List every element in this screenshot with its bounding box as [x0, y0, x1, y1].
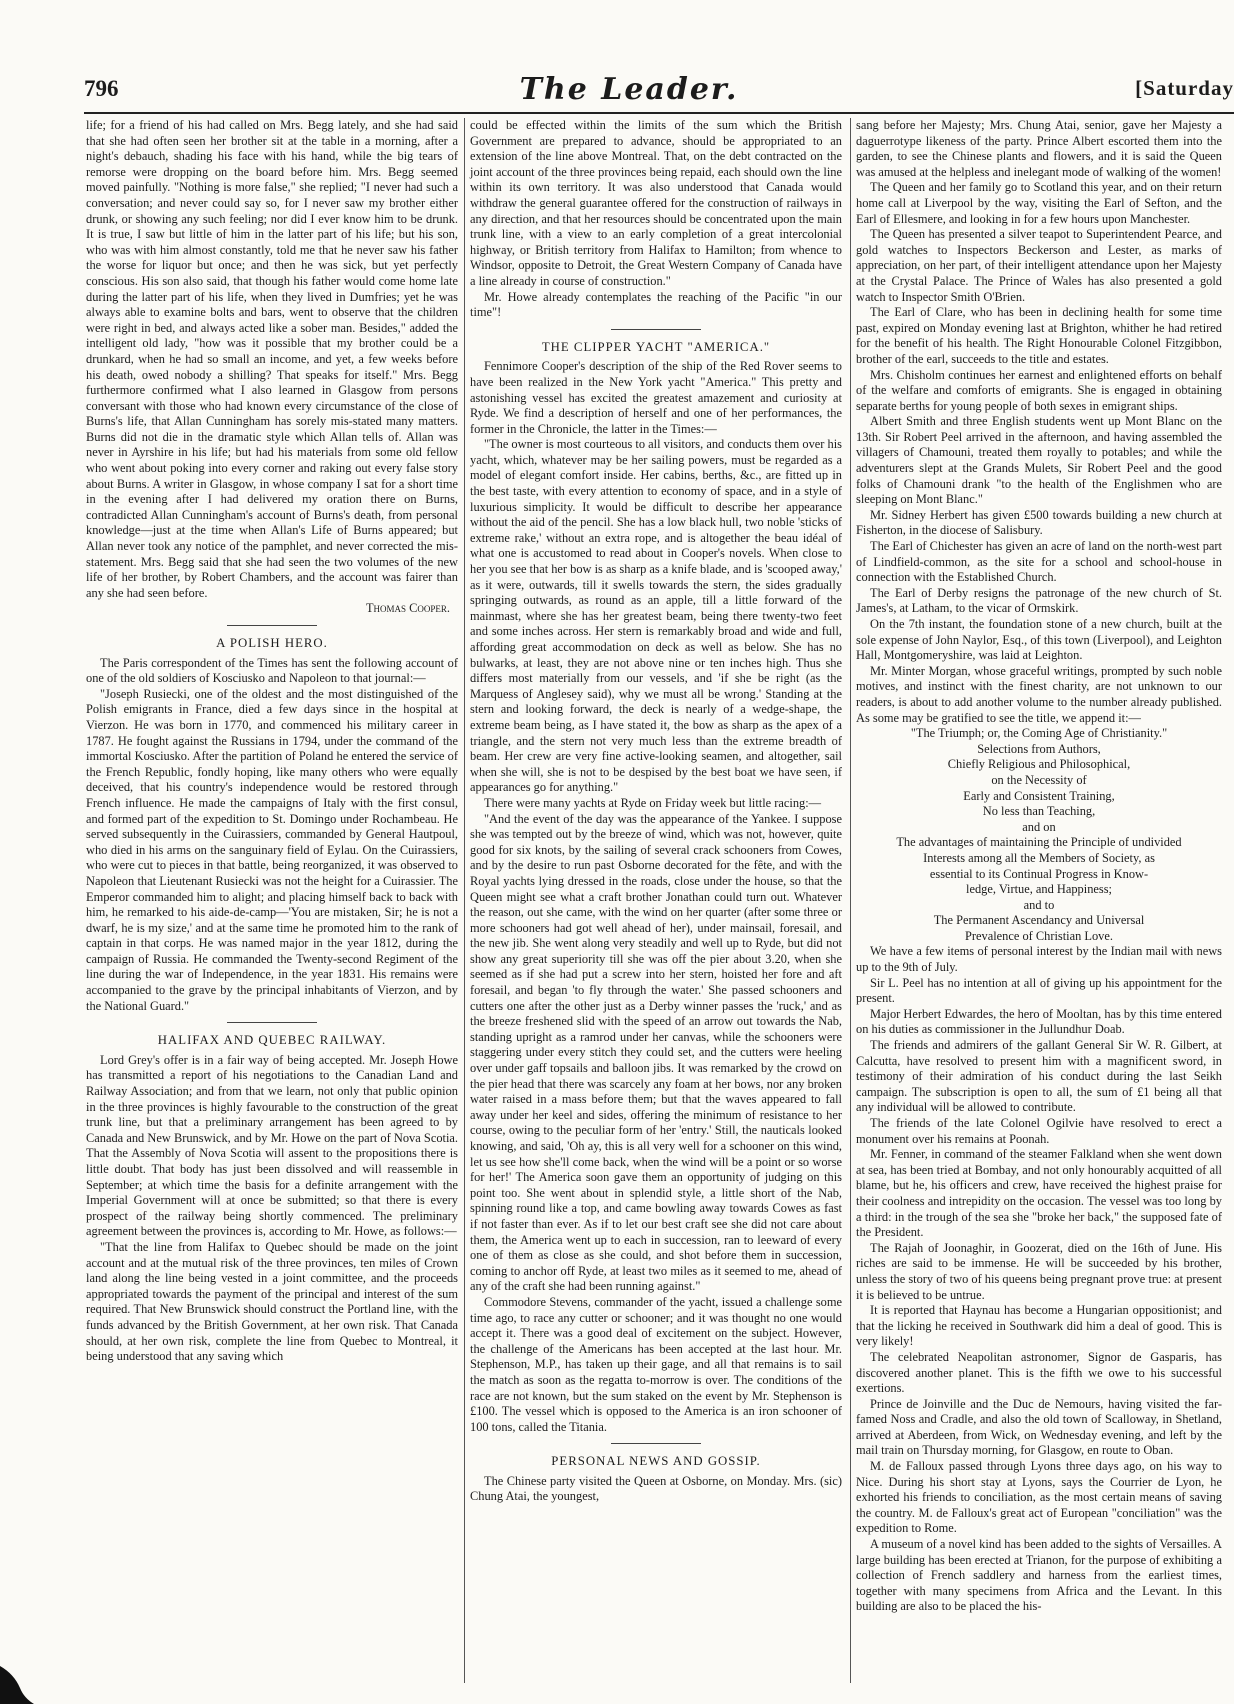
paragraph: Mr. Sidney Herbert has given £500 towards building a new church at Fisherton, in the diocese of Salisbury. [856, 507, 1222, 538]
paragraph: life; for a friend of his had called on Mrs. Begg lately, and she had said that she had often seen her brother sit at the table in a morning, after a night's debauch, shading his face with his hand, while the big tears of remorse were dropping on the board before him. Mrs. Begg seemed moved painfully. "Nothing is more false," she replied; "I never had such a conversation; and never could say so, for I never saw my brother either drunk, or showing any such feeling; nor did I ever know him to be drunk. It is true, I saw but little of him in the latter part of his life; but his son, who was with him almost constantly, told me that he never saw his father the worse for liquor but once; and then he was sick, but yet perfectly conscious. His son also said, that though his father would come home late during the latter part of his life, when they lived in Dumfries; yet he was always able to examine bolts and bars, went to observe that the children were right in bed, and always acted like a sober man. Besides," added the intelligent old lady, "how was it possible that my brother could be a drunkard, when he had so small an income, and yet, a few weeks before his death, owed nobody a shilling? That speaks for itself." Mrs. Begg furthermore confirmed what I also learned in Glasgow from persons conversant with those who had known every circumstance of the close of Burns's life, that Allan Cunningham has sorely mis-stated many matters. Burns did not die in the dramatic style which Allan tells of. Allan was never in Ayrshire in his life; but had his materials from some old fellow who went about poking into every corner and raking out every false story about Burns. A writer in Glasgow, in whose company I sat for a short time in the evening after I had delivered my oration there on Burns, contradicted Allan Cunningham's account of Burns's death, from personal knowledge—just at the time when Allan's Life of Burns appeared; but Allan never took any notice of the pamphlet, and never corrected the mis-statement. Mrs. Begg said that she had seen the two volumes of the new life of her brother, by Robert Chambers, and the account was fairer than any she had seen before. [86, 118, 458, 600]
paragraph: "That the line from Halifax to Quebec should be made on the joint account and at the mutual risk of the three provinces, ten miles of Crown land along the line being vested in a joint committee, and the proceeds appropriated towards the payment of the principal and interest of the sum required. That New Brunswick should construct the Portland line, with the funds advanced by the British Government, at her own risk. That Canada should, at her own risk, complete the line from Quebec to Montreal, it being understood that any saving which [86, 1239, 458, 1364]
column-3 [856, 118, 1222, 1698]
paragraph: Mr. Howe already contemplates the reaching of the Pacific "in our time"! [470, 289, 842, 320]
paragraph: The Paris correspondent of the Times has sent the following account of one of the old soldiers of Kosciusko and Napoleon to that journal:— [86, 655, 458, 686]
column-1 [86, 118, 458, 1698]
book-title-line: Early and Consistent Training, [963, 788, 1115, 803]
paragraph: Prince de Joinville and the Duc de Nemours, having visited the far-famed Noss and Cradle, and also the old town of Scalloway, in Shetland, arrived at Aberdeen, from Wick, on Wednesday evening, and left by the mail train on Thursday morning, for Glasgow, en route to Oban. [856, 1396, 1222, 1458]
heading-polish-hero: A POLISH HERO. [216, 636, 328, 650]
book-title-line: Prevalence of Christian Love. [965, 928, 1113, 943]
book-title-line: Selections from Authors, [977, 741, 1101, 756]
paragraph: The Rajah of Joonaghir, in Goozerat, died on the 16th of June. His riches are said to be immense. He will be succeeded by his brother, unless the story of two of his queens being pregnant prove true: at present it is believed to be untrue. [856, 1240, 1222, 1302]
paragraph: Mrs. Chisholm continues her earnest and enlightened efforts on behalf of the welfare and comforts of emigrants. She is engaged in obtaining separate berths for young people of both sexes in emigrant ships. [856, 367, 1222, 413]
paragraph: The Queen has presented a silver teapot to Superintendent Pearce, and gold watches to Inspectors Beckerson and Lester, as marks of appreciation, on her part, of their intelligent attendance upon her Majesty at the Crystal Palace. The Prince of Wales has also presented a gold watch to Inspector Smith O'Brien. [856, 227, 1222, 304]
book-title-line: The Permanent Ascendancy and Universal [933, 913, 1145, 928]
paragraph: "Joseph Rusiecki, one of the oldest and the most distinguished of the Polish emigrants in France, died a few days since in the hospital at Vierzon. He was born in 1770, and commenced his military career in 1787. He fought against the Russians in 1794, under the command of the immortal Kosciusko. After the partition of Poland he entered the service of the French Republic, fondly hoping, like many others who were equally deceived, that his country's independence would be restored through French influence. He made the campaigns of Italy with the first consul, and formed part of the expedition to St. Domingo under Rochambeau. He served subsequently in the Cuirassiers, commanded by General Hautpoul, who died in his arms on the sanguinary field of Eylau. On the Cuirassiers, who were cut to pieces in that battle, being reorganized, it was observed to Napoleon that Lieutenant Rusiecki was not the height for a Cuirassier. The Emperor commanded him to alight; and placing himself back to back with him, he remarked to his aide-de-camp—'You are mistaken, Sir; he is not a dwarf, he is my size,' and at the same time he promoted him to the rank of captain in that corps. He was named major in the year 1812, during the campaign of Russia. He commanded the Twenty-second Regiment of the line during the war of Independence, in the year 1831. His remains were accompanied to the grave by the principal inhabitants of Vierzon, and by the National Guard." [86, 686, 458, 1013]
scan-corner-mark [0, 1654, 34, 1704]
book-title-block [856, 726, 1222, 944]
paragraph: "And the event of the day was the appearance of the Yankee. I suppose she was tempted out by the breeze of wind, which was not, however, quite good for six knots, by the sailing of several crack schooners from Cowes, and by the desire to run past Osborne decorated for the fête, and with the Royal yachts lying dressed in the roads, close under the house, so that the Queen might see what a craft brother Jonathan could turn out. Whatever the reason, out she came, with the wind on her quarter (after some three or more schooners had got well ahead of her), under mainsail, foresail, and the new jib. She went along very steadily and well up to Ryde, but did not show any great superiority till she was off the pier about 3.20, when she seemed as if she had put a screw into her stern, hoisted her fore and aft foresail, and began 'to fly through the water.' She passed schooners and cutters one after the other just as a Derby winner passes the 'ruck,' and as the breeze freshened slid with the speed of an arrow out towards the Nab, standing upright as a ramrod under her canvas, while the schooners were staggering under every stitch they could set, and the cutters were heeling over under gaff topsails and balloon jibs. It was remarked by the crowd on the pier head that there was scarcely any foam at her bows, nor any broken water raised in a mass before them; but that the waves appeared to fall away under her keel and sides, offering the minimum of resistance to her course, owing to the peculiar form of her 'entry.' Still, the nauticals looked knowing, and said, 'Oh ay, this is all very well for a schooner on this wind, let us see how she'll come back, when the wind will be a point or so worse for her!' The America soon gave them an opportunity of judging on this point too. She went about in splendid style, a little short of the Nab, spinning round like a top, and came bowling away towards Cowes as fast if not faster than ever. As if to let our best craft see she did not care about them, the America went up to each in succession, ran to leeward of every one of them as close as she could, and shot before them in succession, coming to anchor off Ryde, at least two miles as it seemed to me, ahead of any of the craft she had been running against." [470, 811, 842, 1294]
book-title-line: on the Necessity of [991, 772, 1087, 787]
paragraph: The Earl of Clare, who has been in declining health for some time past, expired on Monday evening last at Brighton, whither he had retired for the benefit of his health. The Right Honourable Colonel Fitzgibbon, brother of the earl, succeeds to the title and estates. [856, 305, 1222, 366]
paragraph: Sir L. Peel has no intention at all of giving up his appointment for the present. [856, 975, 1222, 1006]
paragraph: The celebrated Neapolitan astronomer, Signor de Gasparis, has discovered another planet. This is the fifth we owe to his successful exertions. [856, 1349, 1222, 1396]
separator [611, 1443, 701, 1444]
column-2 [470, 118, 842, 1698]
heading-clipper-yacht: THE CLIPPER YACHT "AMERICA." [541, 339, 771, 354]
separator [227, 625, 317, 626]
book-title-line: ledge, Virtue, and Happiness; [966, 882, 1112, 897]
book-title-line: Interests among all the Members of Society, as [923, 850, 1155, 865]
paragraph: The Earl of Derby resigns the patronage of the new church of St. James's, at Latham, to the vicar of Ormskirk. [856, 585, 1222, 616]
paragraph: Major Herbert Edwardes, the hero of Mooltan, has by this time entered on his duties as commissioner in the Jullundhur Doab. [856, 1006, 1222, 1037]
newspaper-title: The Leader. [519, 72, 739, 107]
book-title-line: The advantages of maintaining the Principle of undivided [896, 835, 1182, 850]
heading-personal-news: PERSONAL NEWS AND GOSSIP. [551, 1454, 761, 1469]
heading-halifax-railway: HALIFAX AND QUEBEC RAILWAY. [157, 1033, 387, 1048]
paragraph: could be effected within the limits of the sum which the British Government are prepared to advance, should be appropriated to an extension of the line above Montreal. That, on the debt contracted on the joint account of the three provinces being repaid, each should own the line within its own territory. It was also understood that Canada would withdraw the general guarantee offered for the construction of railways in any direction, and that her resources should be concentrated upon the main trunk line, with a view to an early completion of a great intercolonial highway, or British territory from Halifax to Hamilton; from whence to Windsor, opposite to Detroit, the Great Western Company of Canada have a line already in course of construction." [470, 118, 842, 288]
paragraph: A museum of a novel kind has been added to the sights of Versailles. A large building has been erected at Trianon, for the purpose of exhibiting a collection of French saddlery and harness from the earliest times, together with many specimens from Africa and the Levant. In this building are also to be placed the his- [856, 1537, 1222, 1614]
column-divider [464, 118, 465, 1683]
paragraph: sang before her Majesty; Mrs. Chung Atai, senior, gave her Majesty a daguerrotype likeness of the party. Prince Albert escorted them into the garden, to see the Chinese plants and flowers, and it is said the Queen was amused at the helpless and inelegant mode of walking of the women! [856, 118, 1222, 179]
paragraph: "The owner is most courteous to all visitors, and conducts them over his yacht, which, whatever may be her sailing powers, must be regarded as a model of elegant comfort inside. Her cabins, berths, &c., are fitted up in the best taste, with every attention to economy of space, and in a style of luxurious simplicity. It would be difficult to describe her appearance without the aid of the pencil. She has a low black hull, two noble 'sticks of extreme rake,' without an extra rope, and is altogether the beau idéal of what one is accustomed to read about in Cooper's novels. When close to her you see that her bow is as sharp as a knife blade, and is 'scooped away,' as it were, outwards, till it swells towards the stern, the sides gradually springing outwards, as round as an apple, till a little forward of the mainmast, where she has her greatest beam, being there twenty-two feet and some inches across. Her stern is remarkably broad and wide and full, affording great accommodation on deck as well as below. She has no bulwarks, at least, they are not above nine or ten inches high. Thus she differs most materially from our vessels, and 'if she be right (as the Marquess of Anglesey said), why we must all be wrong.' Standing at the stern and looking forward, the deck is nearly of a wedge-shape, the extreme beam being, as I have stated it, the bow as sharp as the apex of a triangle, and the stern not very much less than the extreme breadth of beam. Her crew are very fine active-looking seamen, and altogether, sail when she will, she is not to be despised by the best boat we have seen, if appearances go for anything." [470, 437, 842, 795]
masthead [84, 70, 1234, 114]
signature: Thomas Cooper. [365, 601, 450, 616]
paragraph: It is reported that Haynau has become a Hungarian oppositionist; and that the licking he received in Southwark did him a deal of good. This is very likely! [856, 1303, 1222, 1349]
masthead-rule [84, 112, 1234, 114]
issue-day: [Saturday [1135, 76, 1234, 100]
paragraph: On the 7th instant, the foundation stone of a new church, built at the sole expense of John Naylor, Esq., of this town (Liverpool), and Leighton Hall, Montgomeryshire, was laid at Leighton. [856, 617, 1222, 663]
page-number: 796 [84, 76, 119, 101]
separator [611, 329, 701, 330]
paragraph: M. de Falloux passed through Lyons three days ago, on his way to Nice. During his short stay at Lyons, says the Courrier de Lyon, he exhorted his friends to conciliation, as the most certain means of saving the country. M. de Falloux's great act of European "conciliation" was the expedition to Rome. [856, 1459, 1222, 1536]
book-title-line: Chiefly Religious and Philosophical, [947, 757, 1131, 772]
paragraph: The friends and admirers of the gallant General Sir W. R. Gilbert, at Calcutta, have resolved to present him with a magnificent sword, in testimony of their admiration of his conduct during the last Seikh campaign. The subscription is open to all, the sum of £1 being all that any individual will be allowed to contribute. [856, 1038, 1222, 1115]
paragraph: Fennimore Cooper's description of the ship of the Red Rover seems to have been realized in the New York yacht "America." This pretty and astonishing vessel has excited the greatest amazement and curiosity at Ryde. We find a description of herself and one of her performances, the former in the Chronicle, the latter in the Times:— [470, 359, 842, 436]
book-title-line: "The Triumph; or, the Coming Age of Christianity." [910, 726, 1168, 741]
paragraph: Mr. Minter Morgan, whose graceful writings, prompted by such noble motives, and instinct with the finest charity, are not unknown to our readers, is about to add another volume to the number already published. As some may be gratified to see the title, we append it:— [856, 663, 1222, 725]
paragraph: Lord Grey's offer is in a fair way of being accepted. Mr. Joseph Howe has transmitted a report of his negotiations to the Canadian Land and Railway Association; and from that we learn, not only that public opinion in the three provinces is highly favourable to the construction of the great trunk line, but that a preliminary arrangement has been agreed to by Canada and New Brunswick, and by Mr. Howe on the part of Nova Scotia. That the Assembly of Nova Scotia will assent to the propositions there is little doubt. That body has just been dissolved and will reassemble in September; at which time the basis for a definite arrangement with the Imperial Government will at once be submitted; so that there is every prospect of the railway being shortly commenced. The preliminary agreement between the provinces is, according to Mr. Howe, as follows:— [86, 1052, 458, 1239]
book-title-line: and on [1022, 819, 1056, 834]
column-divider [850, 118, 851, 1683]
paragraph: Commodore Stevens, commander of the yacht, issued a challenge some time ago, to race any cutter or schooner; and it was thought no one would accept it. There was a good deal of excitement on the subject. However, the challenge of the Americans has been accepted at the last hour. Mr. Stephenson, M.P., has taken up their gage, and all that remains is to sail the match as soon as the regatta to-morrow is over. The conditions of the race are not known, but the sum staked on the event by Mr. Stephenson is £100. The vessel which is opposed to the America is an iron schooner of 100 tons, called the Titania. [470, 1294, 842, 1434]
paragraph: Mr. Fenner, in command of the steamer Falkland when she went down at sea, has been tried at Bombay, and not only honourably acquitted of all blame, but he, his officers and crew, have received the highest praise for their coolness and intrepidity on the occasion. The vessel was too long by a third: in the trough of the sea she "broke her back," the supposed fate of the President. [856, 1147, 1222, 1240]
paragraph: The Queen and her family go to Scotland this year, and on their return home call at Liverpool by the way, visiting the Earl of Sefton, and the Earl of Ellesmere, and looking in for a few hours upon Manchester. [856, 180, 1222, 226]
separator [227, 1022, 317, 1023]
book-title-line: essential to its Continual Progress in Know- [929, 866, 1149, 881]
book-title-line: No less than Teaching, [982, 804, 1096, 819]
paragraph: There were many yachts at Ryde on Friday week but little racing:— [484, 795, 822, 810]
paragraph: Albert Smith and three English students went up Mont Blanc on the 13th. Sir Robert Peel arrived in the afternoon, and having assembled the villagers of Chamouni, treated them royally to potables; and while the adventurers slept at the Grands Mulets, Sir Robert Peel and the good folks of Chamouni drank "to the health of the Englishmen who are sleeping on Mont Blanc." [856, 414, 1222, 507]
paragraph: The friends of the late Colonel Ogilvie have resolved to erect a monument over his remains at Poonah. [856, 1116, 1222, 1146]
book-title-line: and to [1023, 897, 1055, 912]
paragraph: The Chinese party visited the Queen at Osborne, on Monday. Mrs. (sic) Chung Atai, the youngest, [470, 1473, 842, 1504]
paragraph: The Earl of Chichester has given an acre of land on the north-west part of Lindfield-common, as the site for a school and school-house in connection with the Established Church. [856, 539, 1222, 585]
paragraph: We have a few items of personal interest by the Indian mail with news up to the 9th of July. [856, 944, 1222, 975]
